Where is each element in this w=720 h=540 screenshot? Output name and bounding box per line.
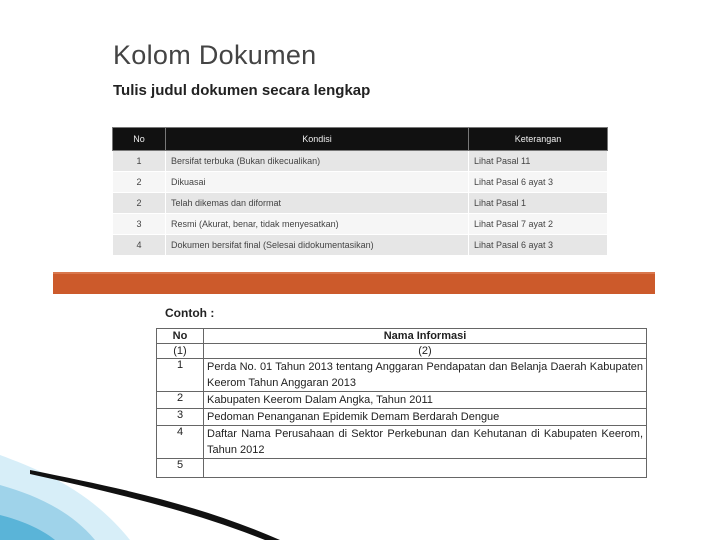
row-kondisi: Telah dikemas dan diformat bbox=[166, 193, 469, 214]
row-kondisi: Resmi (Akurat, benar, tidak menyesatkan) bbox=[166, 214, 469, 235]
row-no: 3 bbox=[113, 214, 166, 235]
column-index-1: (1) bbox=[157, 344, 204, 359]
row-no: 3 bbox=[157, 409, 204, 426]
accent-divider-bar bbox=[53, 272, 655, 294]
row-keterangan: Lihat Pasal 6 ayat 3 bbox=[469, 172, 608, 193]
row-no: 2 bbox=[157, 392, 204, 409]
row-nama bbox=[204, 459, 647, 478]
row-keterangan: Lihat Pasal 11 bbox=[469, 151, 608, 172]
row-no: 2 bbox=[113, 172, 166, 193]
row-no: 5 bbox=[157, 459, 204, 478]
row-kondisi: Dikuasai bbox=[166, 172, 469, 193]
column-header-kondisi: Kondisi bbox=[166, 128, 469, 151]
row-nama: Perda No. 01 Tahun 2013 tentang Anggaran Pendapatan dan Belanja Daerah Kabupaten Keerom Tahun Anggaran 2013 bbox=[204, 359, 647, 392]
row-kondisi: Dokumen bersifat final (Selesai didokumentasikan) bbox=[166, 235, 469, 256]
table-row bbox=[157, 459, 647, 478]
column-header-keterangan: Keterangan bbox=[469, 128, 608, 151]
example-label: Contoh : bbox=[165, 306, 215, 320]
column-header-no: No bbox=[157, 329, 204, 344]
column-header-nama-informasi: Nama Informasi bbox=[204, 329, 647, 344]
row-nama: Kabupaten Keerom Dalam Angka, Tahun 2011 bbox=[204, 392, 647, 409]
column-header-no: No bbox=[113, 128, 166, 151]
row-nama: Daftar Nama Perusahaan di Sektor Perkebunan dan Kehutanan di Kabupaten Keerom, Tahun 2012 bbox=[204, 426, 647, 459]
table-row bbox=[113, 172, 608, 193]
table-row bbox=[157, 392, 647, 409]
table-row bbox=[113, 235, 608, 256]
page-subtitle: Tulis judul dokumen secara lengkap bbox=[113, 82, 371, 99]
row-nama: Pedoman Penanganan Epidemik Demam Berdarah Dengue bbox=[204, 409, 647, 426]
page-title: Kolom Dokumen bbox=[113, 40, 317, 70]
row-kondisi: Bersifat terbuka (Bukan dikecualikan) bbox=[166, 151, 469, 172]
row-no: 4 bbox=[157, 426, 204, 459]
row-no: 1 bbox=[113, 151, 166, 172]
row-keterangan: Lihat Pasal 7 ayat 2 bbox=[469, 214, 608, 235]
column-index-2: (2) bbox=[204, 344, 647, 359]
table-row bbox=[157, 359, 647, 392]
table-row bbox=[113, 151, 608, 172]
row-no: 1 bbox=[157, 359, 204, 392]
nama-informasi-table bbox=[156, 328, 647, 478]
table-row bbox=[113, 214, 608, 235]
row-keterangan: Lihat Pasal 1 bbox=[469, 193, 608, 214]
kondisi-table bbox=[112, 127, 608, 256]
row-no: 4 bbox=[113, 235, 166, 256]
table-row bbox=[113, 193, 608, 214]
table-row bbox=[157, 426, 647, 459]
row-no: 2 bbox=[113, 193, 166, 214]
table-row bbox=[157, 409, 647, 426]
row-keterangan: Lihat Pasal 6 ayat 3 bbox=[469, 235, 608, 256]
